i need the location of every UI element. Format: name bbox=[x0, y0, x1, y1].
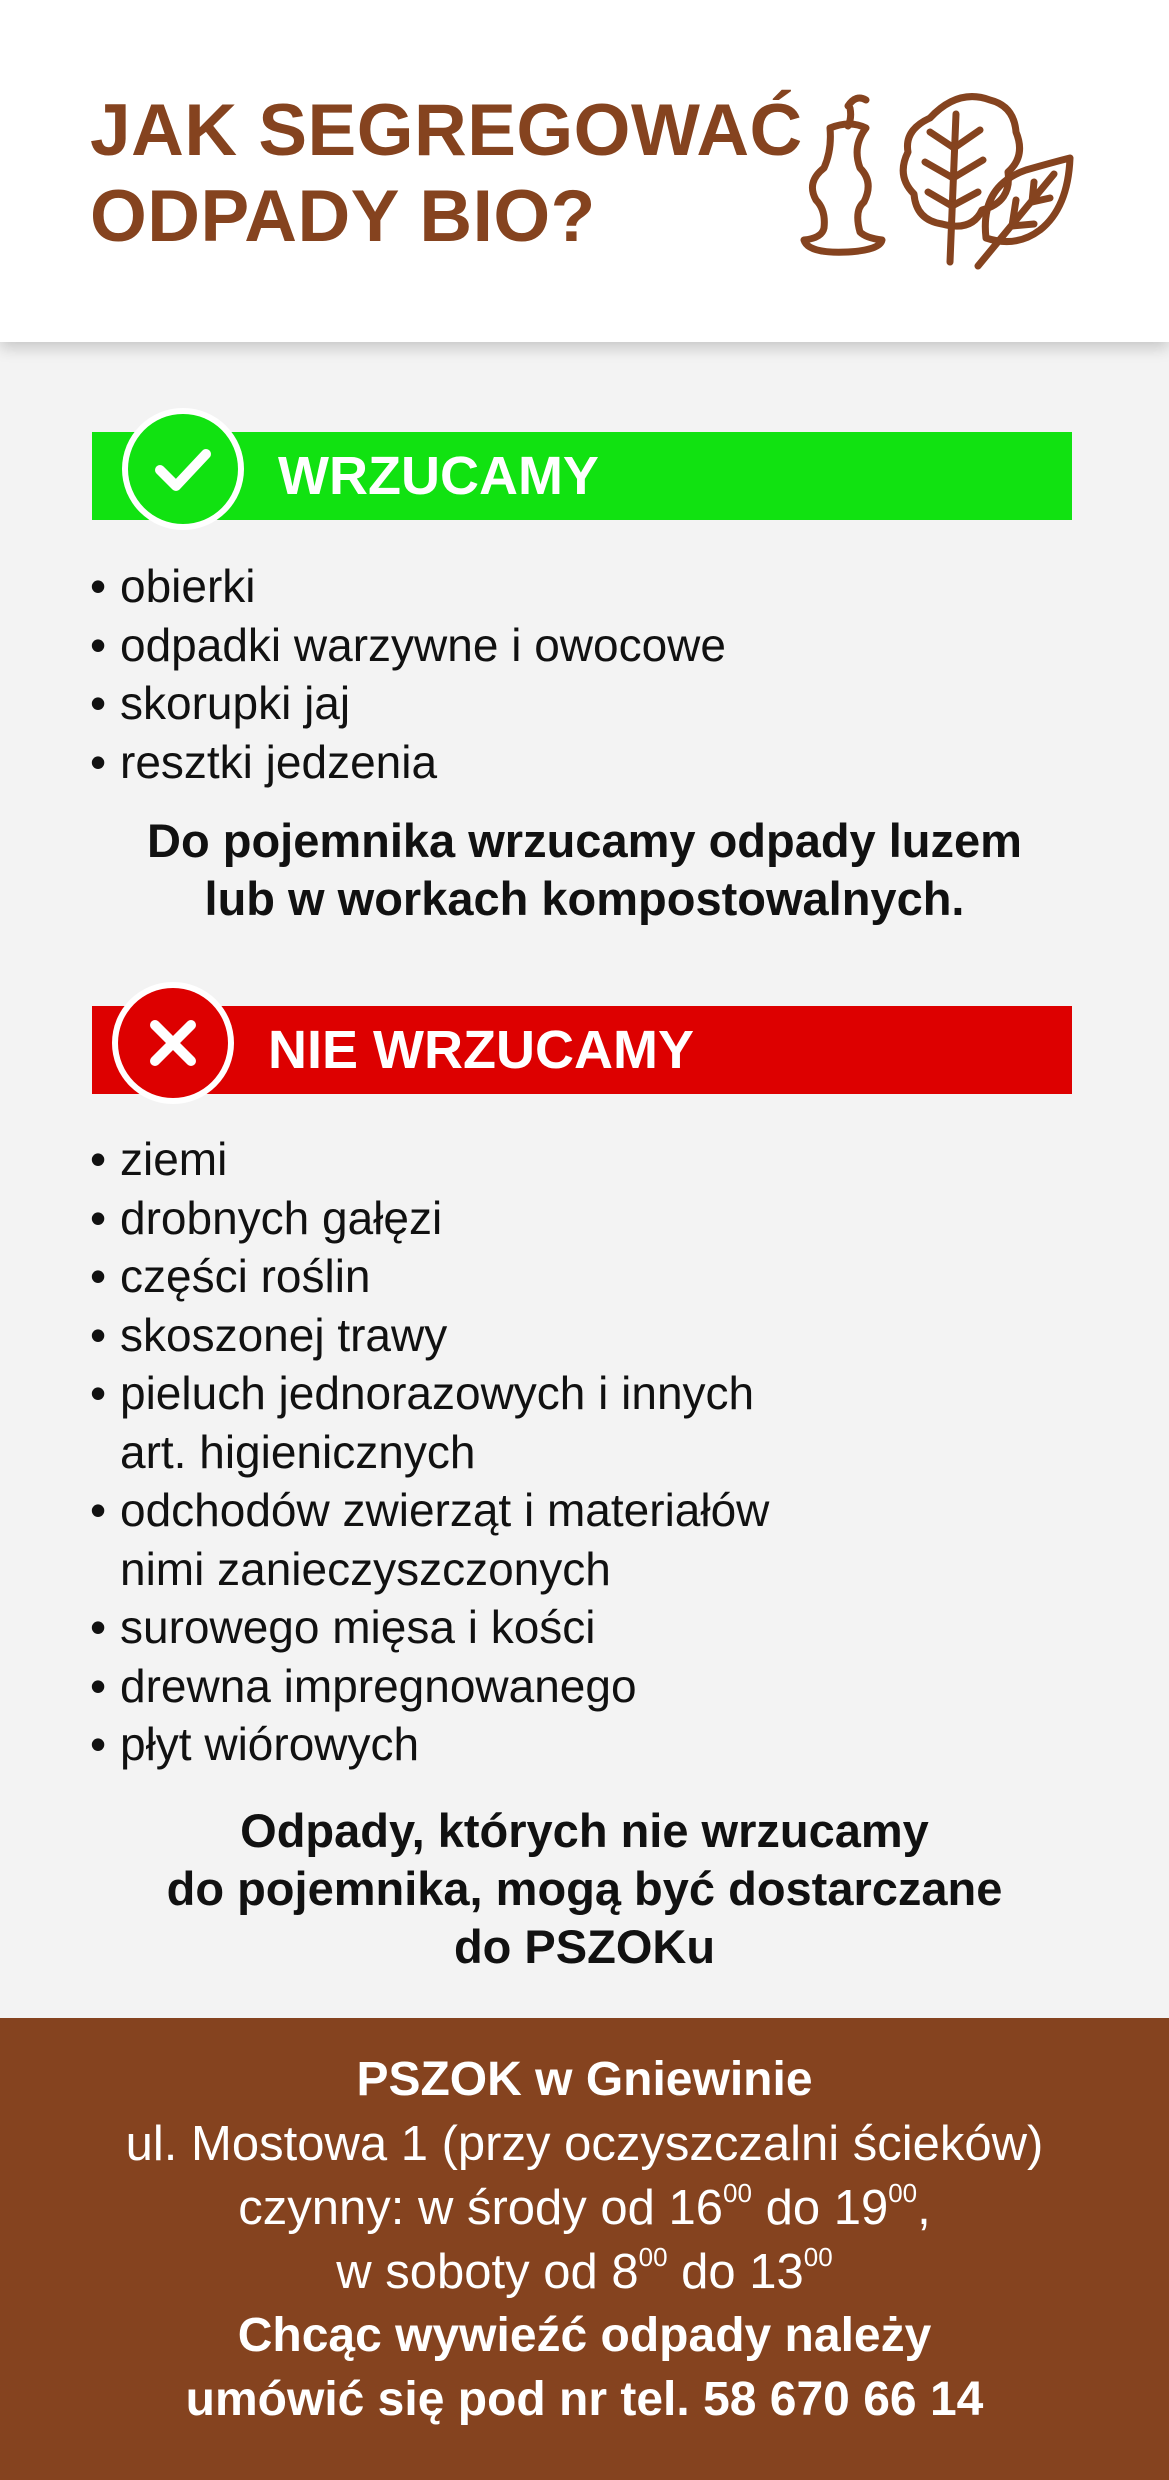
list-item: • płyt wiórowych bbox=[90, 1715, 769, 1774]
footer-hours-wednesday: czynny: w środy od $16^{00}$ do $19^{00}$, bbox=[238, 2178, 931, 2235]
allowed-note-line-2: lub w workach kompostowalnych. bbox=[204, 872, 965, 925]
list-item-line: art. higienicznych bbox=[120, 1425, 476, 1478]
footer-contact-line-2: umówić się pod nr tel. 58 670 66 14 bbox=[185, 2373, 984, 2426]
forbidden-note-line-2: do pojemnika, mogą być dostarczane bbox=[166, 1862, 1003, 1915]
forbidden-note bbox=[60, 1802, 1109, 1976]
title-line-2: ODPADY BIO? bbox=[90, 176, 596, 257]
list-item-line: • pieluch jednorazowych i innych bbox=[120, 1367, 755, 1419]
list-item-line: nimi zanieczyszczonych bbox=[120, 1542, 611, 1595]
forbidden-list bbox=[90, 1130, 769, 1774]
allowed-note-line-1: Do pojemnika wrzucamy odpady luzem bbox=[147, 814, 1022, 867]
list-item bbox=[90, 1481, 769, 1598]
list-item: • ziemi bbox=[90, 1130, 769, 1189]
list-item: • skorupki jaj bbox=[90, 674, 726, 733]
footer bbox=[0, 2018, 1169, 2480]
forbidden-label: NIE WRZUCAMY bbox=[268, 1020, 694, 1080]
allowed-list bbox=[90, 557, 726, 791]
page-title bbox=[90, 88, 803, 260]
footer-contact-line-1: Chcąc wywieźć odpady należy bbox=[237, 2309, 932, 2362]
list-item: • części roślin bbox=[90, 1247, 769, 1306]
title-line-1: JAK SEGREGOWAĆ bbox=[90, 90, 803, 171]
list-item: • drewna impregnowanego bbox=[90, 1657, 769, 1716]
forbidden-note-line-1: Odpady, których nie wrzucamy bbox=[240, 1804, 929, 1857]
allowed-note bbox=[60, 812, 1109, 928]
forbidden-note-line-3: do PSZOKu bbox=[453, 1920, 716, 1973]
footer-heading: PSZOK w Gniewinie bbox=[356, 2053, 813, 2106]
list-item: • skoszonej trawy bbox=[90, 1306, 769, 1365]
list-item: • drobnych gałęzi bbox=[90, 1189, 769, 1248]
allowed-label: WRZUCAMY bbox=[278, 446, 599, 506]
header bbox=[0, 0, 1169, 342]
cross-icon bbox=[141, 1011, 205, 1075]
checkmark-icon bbox=[148, 434, 218, 504]
allowed-badge bbox=[122, 408, 244, 530]
forbidden-badge bbox=[112, 982, 234, 1104]
list-item: • resztki jedzenia bbox=[90, 733, 726, 792]
list-item: • surowego mięsa i kości bbox=[90, 1598, 769, 1657]
footer-hours-saturday: w soboty od $8^{00}$ do $13^{00}$ bbox=[336, 2242, 833, 2299]
allowed-banner bbox=[92, 432, 1072, 520]
list-item bbox=[90, 1364, 769, 1481]
footer-address: ul. Mostowa 1 (przy oczyszczalni ścieków) bbox=[125, 2117, 1044, 2171]
list-item: • odpadki warzywne i owocowe bbox=[90, 616, 726, 675]
bio-waste-icon bbox=[800, 88, 1080, 278]
list-item: • obierki bbox=[90, 557, 726, 616]
list-item-line: • odchodów zwierząt i materiałów bbox=[120, 1484, 770, 1536]
forbidden-banner bbox=[92, 1006, 1072, 1094]
